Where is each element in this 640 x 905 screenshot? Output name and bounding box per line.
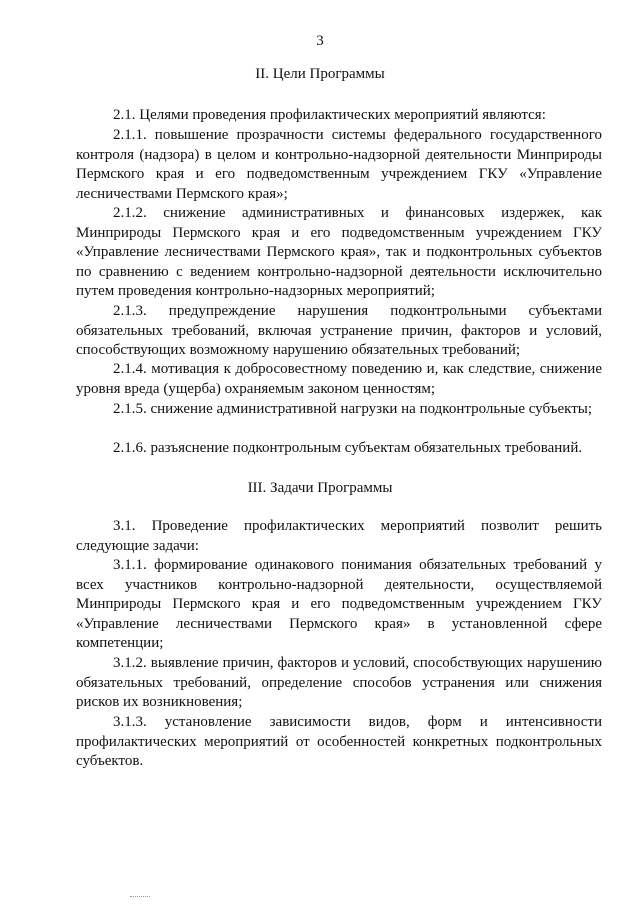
section-2-title: II. Цели Программы bbox=[255, 66, 385, 82]
paragraph-2-1-5: 2.1.5. снижение административной нагрузки на подконтрольные субъекты; bbox=[113, 401, 593, 417]
paragraph-3-1-3: 3.1.3. установление зависимости видов, форм и интенсивности профилактических мероприятий от особенностей конкретных подконтрольных субъектов. bbox=[76, 714, 602, 769]
paragraph-2-1-3: 2.1.3. предупреждение нарушения подконтрольными субъектами обязательных требований, включая устранение причин, факторов и условий, способствующих возможному нарушению обязательных требований; bbox=[76, 303, 602, 358]
scan-artifact bbox=[130, 896, 150, 899]
paragraph-2-1-4: 2.1.4. мотивация к добросовестному поведению и, как следствие, снижение уровня вреда (ущерба) охраняемым законом ценностям; bbox=[76, 361, 602, 397]
section-3-title: III. Задачи Программы bbox=[247, 480, 393, 496]
page-number: 3 bbox=[316, 33, 324, 49]
paragraph-3-1-2: 3.1.2. выявление причин, факторов и условий, способствующих нарушению обязательных требований, определение способов устранения или снижения рисков их возникновения; bbox=[76, 655, 602, 710]
paragraph-2-1-1: 2.1.1. повышение прозрачности системы федерального государственного контроля (надзора) в целом и контрольно-надзорной деятельности Минприроды Пермского края и его подведомственным учреждением ГКУ «Управление лесничествами Пермского края»; bbox=[76, 127, 602, 202]
paragraph-2-1-6: 2.1.6. разъяснение подконтрольным субъектам обязательных требований. bbox=[113, 440, 583, 456]
paragraph-3-1: 3.1. Проведение профилактических мероприятий позволит решить следующие задачи: bbox=[76, 518, 602, 554]
paragraph-2-1-2: 2.1.2. снижение административных и финансовых издержек, как Минприроды Пермского края и его подведомственным учреждением ГКУ «Управление лесничествами Пермского края», так и подконтрольных субъектов по сравнению с ведением контрольно-надзорной деятельности исключительно путем проведения контрольно-надзорных мероприятий; bbox=[76, 205, 602, 299]
paragraph-2-1: 2.1. Целями проведения профилактических мероприятий являются: bbox=[113, 107, 546, 123]
paragraph-3-1-1: 3.1.1. формирование одинакового понимания обязательных требований у всех участников контрольно-надзорной деятельности, осуществляемой Минприроды Пермского края и его подведомственным учреждением ГКУ «Управление лесничествами Пермского края» в установленной сфере компетенции; bbox=[76, 557, 602, 651]
